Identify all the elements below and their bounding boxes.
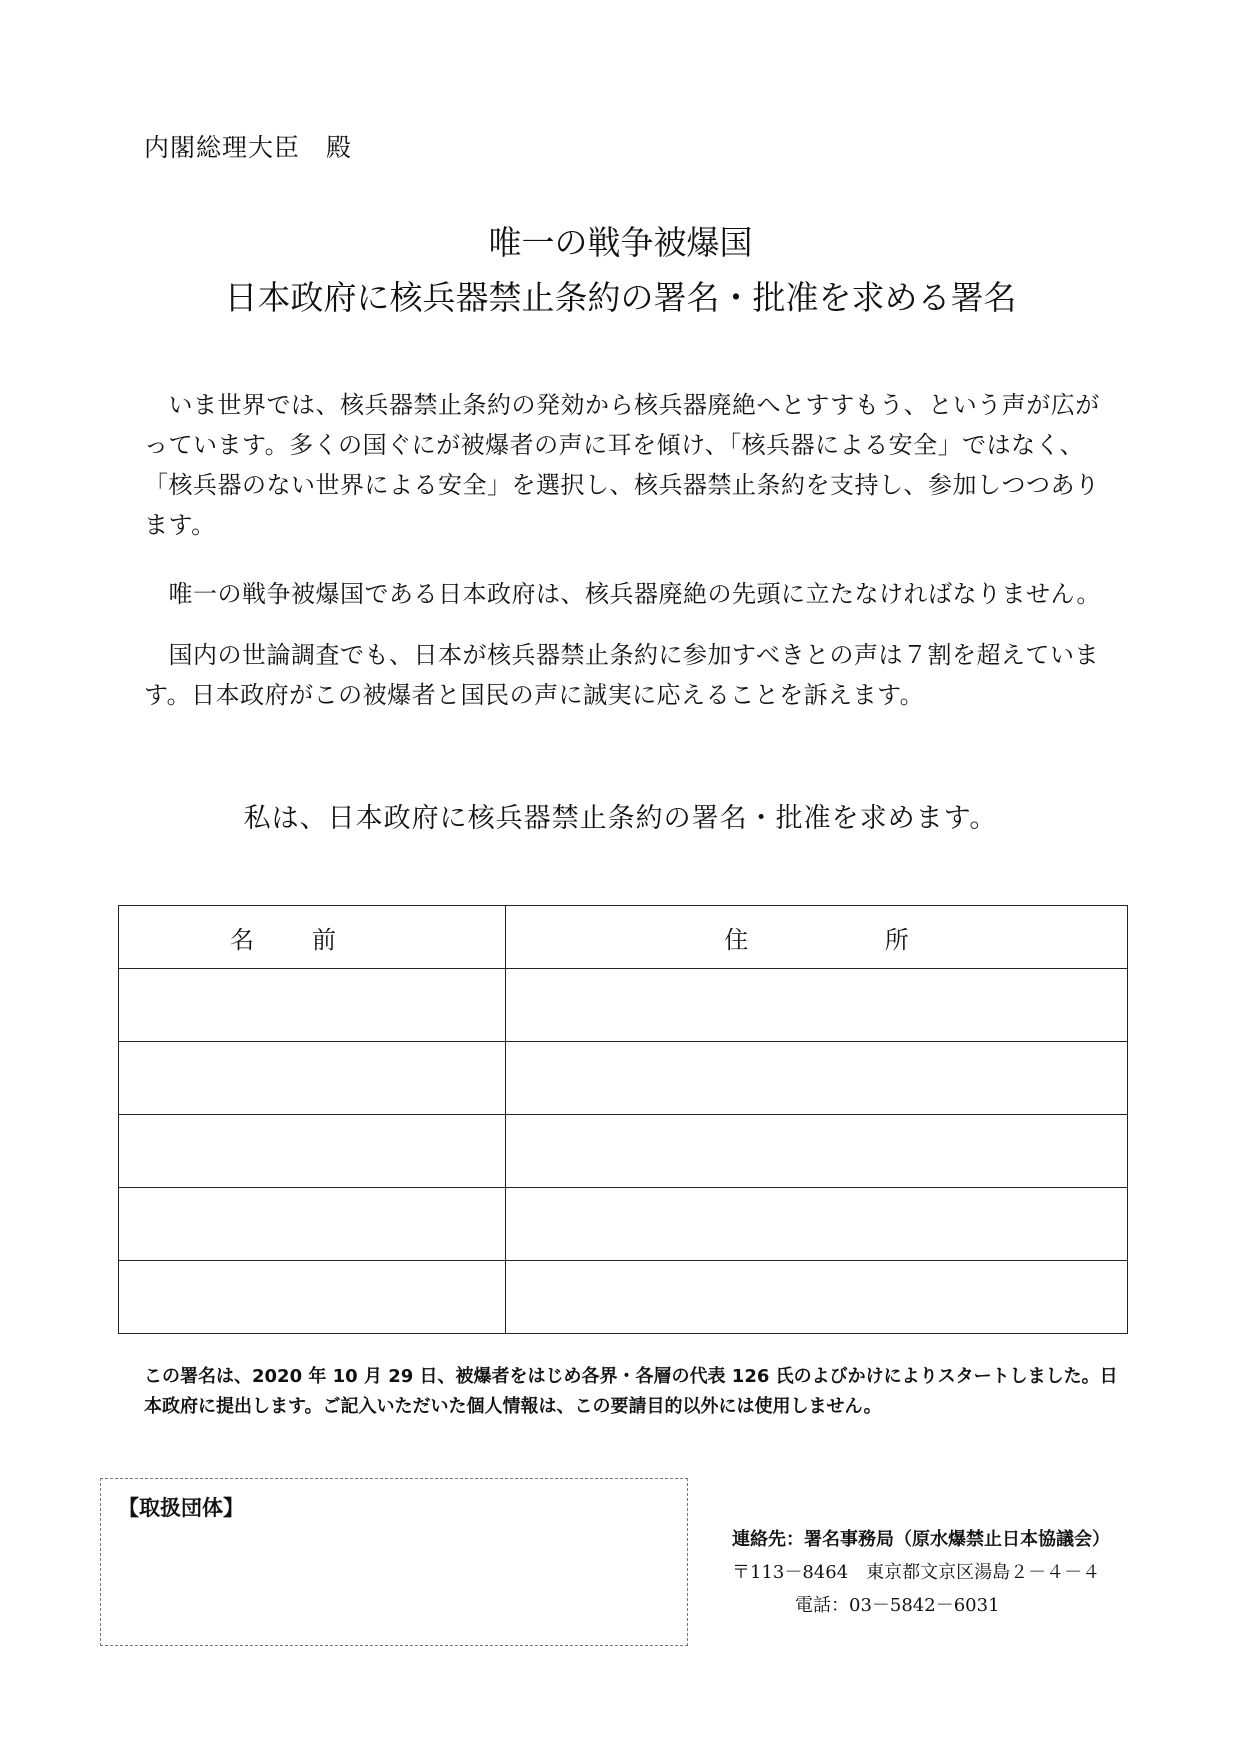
petition-note: この署名は、2020 年 10 月 29 日、被爆者をはじめ各界・各層の代表 126 氏のよびかけによりスタートしました。日本政府に提出します。ご記入いただいた個人情報は、この要請目的以外には使用しません。 xyxy=(144,1366,1118,1417)
contact-line-3: 電話：03－5842－6031 xyxy=(795,1595,1000,1616)
address-cell[interactable] xyxy=(506,1261,1128,1334)
header-name xyxy=(119,906,506,969)
signature-row xyxy=(119,1042,1128,1115)
signature-table xyxy=(118,905,1128,1334)
body-paragraph-2: 唯一の戦争被爆国である日本政府は、核兵器廃絶の先頭に立たなければなりません。 xyxy=(144,580,1101,608)
address-cell[interactable] xyxy=(506,1188,1128,1261)
title-line-1: 唯一の戦争被爆国 xyxy=(488,223,753,262)
signature-row xyxy=(119,1188,1128,1261)
header-address-label-2: 所 xyxy=(884,925,909,954)
contact-line-2: 〒113－8464 東京都文京区湯島２－４－４ xyxy=(732,1562,1101,1583)
signature-row xyxy=(119,1261,1128,1334)
body-paragraph-3: 国内の世論調査でも、日本が核兵器禁止条約に参加すべきとの声は７割を超えています。日本政府がこの被爆者と国民の声に誠実に応えることを訴えます。 xyxy=(144,641,1100,709)
contact-line-1: 連絡先：署名事務局（原水爆禁止日本協議会） xyxy=(732,1529,1110,1550)
header-name-label: 名前 xyxy=(230,925,394,954)
header-address xyxy=(506,906,1128,969)
name-cell[interactable] xyxy=(119,1261,506,1334)
body-paragraph-1: いま世界では、核兵器禁止条約の発効から核兵器廃絶へとすすもう、という声が広がっています。多くの国ぐにが被爆者の声に耳を傾け、「核兵器による安全」ではなく、「核兵器のない世界による安全」を選択し、核兵器禁止条約を支持し、参加しつつあります。 xyxy=(144,391,1100,539)
header-address-label-1: 住 xyxy=(724,925,749,954)
name-cell[interactable] xyxy=(119,1115,506,1188)
address-cell[interactable] xyxy=(506,1115,1128,1188)
name-cell[interactable] xyxy=(119,1042,506,1115)
name-cell[interactable] xyxy=(119,969,506,1042)
handling-organization-label: 【取扱団体】 xyxy=(118,1496,244,1520)
title-line-2: 日本政府に核兵器禁止条約の署名・批准を求める署名 xyxy=(224,278,1017,317)
signature-row xyxy=(119,1115,1128,1188)
petition-statement: 私は、日本政府に核兵器禁止条約の署名・批准を求めます。 xyxy=(243,803,998,834)
name-cell[interactable] xyxy=(119,1188,506,1261)
address-cell[interactable] xyxy=(506,1042,1128,1115)
signature-table-header xyxy=(119,906,1128,969)
signature-row xyxy=(119,969,1128,1042)
addressee: 内閣総理大臣 殿 xyxy=(144,133,353,162)
address-cell[interactable] xyxy=(506,969,1128,1042)
